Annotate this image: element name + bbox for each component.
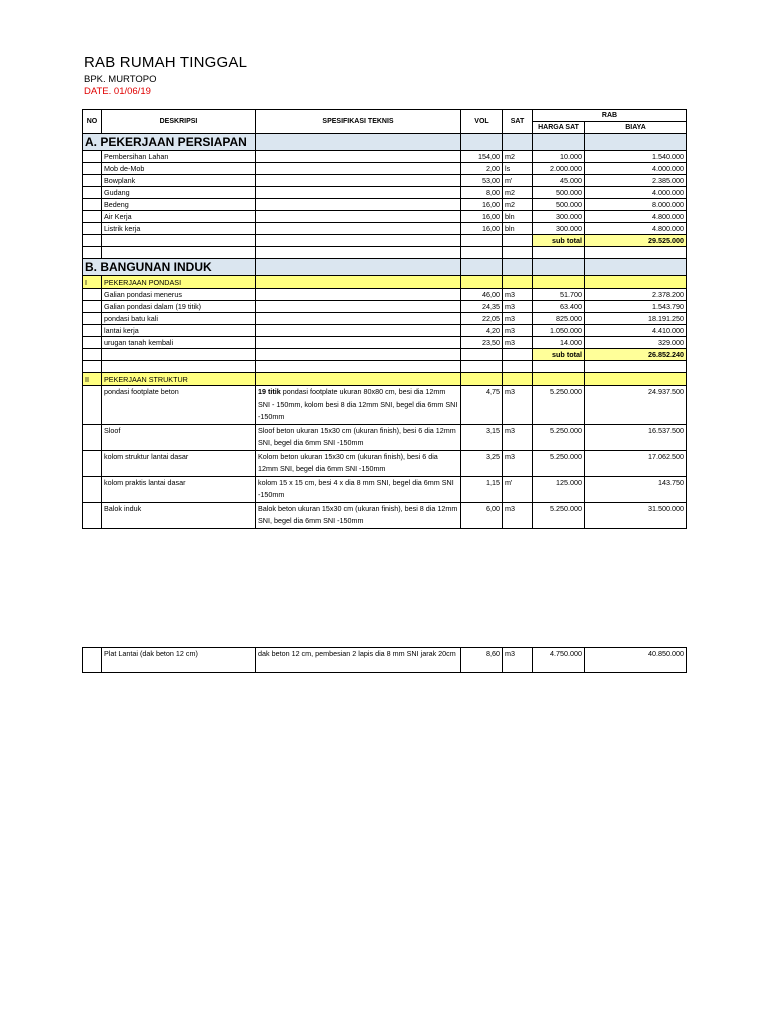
empty-cell (461, 373, 503, 386)
empty-cell (256, 361, 461, 373)
table-cell: Balok induk (102, 502, 256, 528)
table-cell: Galian pondasi dalam (19 titik) (102, 301, 256, 313)
section-a-header (83, 134, 687, 151)
table-cell: 154,00 (461, 151, 503, 163)
struktur-rows (83, 386, 687, 529)
table-cell: 24,35 (461, 301, 503, 313)
empty-cell: 19 titik pondasi footplate ukuran 80x80 cm, besi dia 12mm SNI - 150mm, kolom besi 8 dia 12mm SNI, begel dia 6mm SNI -150mm (256, 386, 461, 425)
empty-cell (461, 349, 503, 361)
table-cell: 8.000.000 (585, 199, 687, 211)
table-cell: 17.062.500 (585, 450, 687, 476)
table-cell: m3 (503, 648, 533, 673)
empty-cell (83, 151, 102, 163)
empty-cell (533, 361, 585, 373)
col-header-deskripsi: DESKRIPSI (102, 110, 256, 134)
section-a-rows (83, 151, 687, 235)
empty-cell (256, 187, 461, 199)
table-cell: 143.750 (585, 476, 687, 502)
empty-cell (585, 361, 687, 373)
empty-cell (256, 247, 461, 259)
table-cell: I (83, 276, 102, 289)
empty-cell (256, 337, 461, 349)
col-header-rab: RAB (533, 110, 687, 122)
subtotal-row-b1 (83, 349, 687, 361)
empty-cell (461, 235, 503, 247)
table-cell: 1.540.000 (585, 151, 687, 163)
pondasi-rows (83, 289, 687, 349)
table-cell: kolom 15 x 15 cm, besi 4 x dia 8 mm SNI, begel dia 6mm SNI -150mm (256, 476, 461, 502)
table-cell: m3 (503, 289, 533, 301)
table-row (83, 502, 687, 528)
table-cell: 4,75 (461, 386, 503, 425)
table-cell: Balok beton ukuran 15x30 cm (ukuran finish), besi 8 dia 12mm SNI, begel dia 6mm SNI -150mm (256, 502, 461, 528)
empty-cell (256, 373, 461, 386)
table-cell: Listrik kerja (102, 223, 256, 235)
table-cell: 23,50 (461, 337, 503, 349)
owner-name: BPK. MURTOPO (84, 74, 157, 85)
empty-cell (533, 134, 585, 151)
table-cell: 3,25 (461, 450, 503, 476)
table-cell: 8,60 (461, 648, 503, 673)
table-row (83, 211, 687, 223)
subtotal-label: sub total (533, 349, 585, 361)
table-cell: m3 (503, 502, 533, 528)
empty-cell (256, 349, 461, 361)
empty-cell (256, 134, 461, 151)
empty-cell (83, 648, 102, 673)
subtotal-value: 29.525.000 (585, 235, 687, 247)
empty-cell (256, 259, 461, 276)
table-cell: 4.800.000 (585, 223, 687, 235)
table-cell: 53,00 (461, 175, 503, 187)
empty-cell (83, 199, 102, 211)
empty-cell (256, 175, 461, 187)
table-row (83, 289, 687, 301)
empty-cell (503, 361, 533, 373)
table-cell: 500.000 (533, 199, 585, 211)
empty-cell (83, 476, 102, 502)
table-cell: m3 (503, 386, 533, 425)
table-cell: 125.000 (533, 476, 585, 502)
table-cell: 4,20 (461, 325, 503, 337)
table-cell: dak beton 12 cm, pembesian 2 lapis dia 8 mm SNI jarak 20cm (256, 648, 461, 673)
table-cell: 6,00 (461, 502, 503, 528)
empty-cell (102, 349, 256, 361)
rab-table (82, 109, 687, 529)
empty-cell (503, 349, 533, 361)
table-cell: m2 (503, 151, 533, 163)
table-cell: 2.385.000 (585, 175, 687, 187)
empty-cell (83, 313, 102, 325)
table-cell: 4.000.000 (585, 187, 687, 199)
section-a-title: A. PEKERJAAN PERSIAPAN (83, 134, 256, 151)
empty-cell (585, 134, 687, 151)
empty-cell (83, 223, 102, 235)
col-header-spesifikasi: SPESIFIKASI TEKNIS (256, 110, 461, 134)
empty-cell (256, 289, 461, 301)
empty-cell (503, 134, 533, 151)
empty-cell (503, 235, 533, 247)
table-cell: m' (503, 175, 533, 187)
empty-cell (83, 187, 102, 199)
table-cell: 16,00 (461, 211, 503, 223)
table-cell: Pembersihan Lahan (102, 151, 256, 163)
table-cell: 40.850.000 (585, 648, 687, 673)
table-row (83, 386, 687, 425)
table-row (83, 151, 687, 163)
table-cell: 16.537.500 (585, 424, 687, 450)
table-cell: 22,05 (461, 313, 503, 325)
table-cell: m3 (503, 424, 533, 450)
table-row (83, 313, 687, 325)
table-cell: 3,15 (461, 424, 503, 450)
empty-cell (256, 276, 461, 289)
table-row (83, 325, 687, 337)
empty-cell (461, 247, 503, 259)
subtotal-value: 26.852.240 (585, 349, 687, 361)
table-cell: 24.937.500 (585, 386, 687, 425)
table-row (83, 163, 687, 175)
table-row (83, 223, 687, 235)
empty-cell (83, 163, 102, 175)
empty-cell (585, 247, 687, 259)
table-cell: ls (503, 163, 533, 175)
empty-cell (585, 276, 687, 289)
table-cell: 2.378.200 (585, 289, 687, 301)
table-cell: 4.800.000 (585, 211, 687, 223)
empty-cell (256, 301, 461, 313)
empty-cell (503, 276, 533, 289)
empty-cell (585, 259, 687, 276)
table-cell: 51.700 (533, 289, 585, 301)
table-cell: Sloof (102, 424, 256, 450)
empty-cell (256, 235, 461, 247)
table-cell: 16,00 (461, 199, 503, 211)
empty-cell (256, 199, 461, 211)
document-date: DATE. 01/06/19 (84, 86, 151, 97)
subsection-struktur (83, 373, 687, 386)
empty-cell (83, 386, 102, 425)
table-cell: 5.250.000 (533, 502, 585, 528)
table-row (83, 450, 687, 476)
empty-cell (256, 151, 461, 163)
table-row (83, 199, 687, 211)
empty-cell (83, 349, 102, 361)
section-b-header (83, 259, 687, 276)
table-cell: m3 (503, 325, 533, 337)
subsection-struktur-title: PEKERJAAN STRUKTUR (102, 373, 256, 386)
table-cell: 2,00 (461, 163, 503, 175)
table-cell: urugan tanah kembali (102, 337, 256, 349)
table-row (83, 175, 687, 187)
col-header-vol: VOL (461, 110, 503, 134)
table-cell: m' (503, 476, 533, 502)
table-cell: Sloof beton ukuran 15x30 cm (ukuran finish), besi 6 dia 12mm SNI, begel dia 6mm SNI -150mm (256, 424, 461, 450)
empty-cell (83, 247, 102, 259)
empty-cell (83, 502, 102, 528)
empty-cell (83, 175, 102, 187)
col-header-sat: SAT (503, 110, 533, 134)
table-cell: 63.400 (533, 301, 585, 313)
table-cell: 1.543.790 (585, 301, 687, 313)
table-cell: m3 (503, 313, 533, 325)
table-cell: 46,00 (461, 289, 503, 301)
table-cell: 14.000 (533, 337, 585, 349)
table-row (83, 337, 687, 349)
empty-cell (83, 301, 102, 313)
table-cell: 2.000.000 (533, 163, 585, 175)
table-cell: Kolom beton ukuran 15x30 cm (ukuran finish), besi 6 dia 12mm SNI, begel dia 6mm SNI -150mm (256, 450, 461, 476)
table-cell: kolom praktis lantai dasar (102, 476, 256, 502)
table-cell: m2 (503, 187, 533, 199)
empty-cell (533, 276, 585, 289)
document-title: RAB RUMAH TINGGAL (84, 54, 248, 71)
table-row (83, 476, 687, 502)
table-cell: Mob de-Mob (102, 163, 256, 175)
table-cell: II (83, 373, 102, 386)
table-cell: m3 (503, 301, 533, 313)
empty-cell (461, 259, 503, 276)
empty-cell (533, 247, 585, 259)
empty-cell (256, 163, 461, 175)
table-cell: pondasi batu kali (102, 313, 256, 325)
subsection-pondasi (83, 276, 687, 289)
table-cell: 4.000.000 (585, 163, 687, 175)
table-cell: 1,15 (461, 476, 503, 502)
table-cell: 16,00 (461, 223, 503, 235)
empty-cell (503, 259, 533, 276)
table-row (83, 424, 687, 450)
empty-cell (83, 361, 102, 373)
table-cell: 4.750.000 (533, 648, 585, 673)
empty-cell (102, 235, 256, 247)
table-cell: Bedeng (102, 199, 256, 211)
table-row (83, 301, 687, 313)
empty-cell (503, 247, 533, 259)
table-cell: 31.500.000 (585, 502, 687, 528)
table-cell: kolom struktur lantai dasar (102, 450, 256, 476)
empty-cell (533, 259, 585, 276)
table-cell: 10.000 (533, 151, 585, 163)
empty-cell (83, 211, 102, 223)
table-cell: 45.000 (533, 175, 585, 187)
empty-cell (503, 373, 533, 386)
empty-cell (256, 211, 461, 223)
table-row (83, 648, 687, 673)
plat-lantai-table (82, 647, 687, 673)
empty-cell (461, 134, 503, 151)
empty-cell (83, 235, 102, 247)
empty-cell (102, 247, 256, 259)
empty-cell (83, 289, 102, 301)
col-header-no: NO (83, 110, 102, 134)
empty-cell (585, 373, 687, 386)
empty-cell (461, 361, 503, 373)
empty-cell (461, 276, 503, 289)
table-cell: 825.000 (533, 313, 585, 325)
section-b-title: B. BANGUNAN INDUK (83, 259, 256, 276)
table-cell: 8,00 (461, 187, 503, 199)
empty-cell (83, 424, 102, 450)
empty-cell (256, 313, 461, 325)
table-cell: Gudang (102, 187, 256, 199)
col-header-harga-sat: HARGA SAT (533, 122, 585, 134)
table-cell: Bowplank (102, 175, 256, 187)
table-cell: 5.250.000 (533, 424, 585, 450)
empty-cell (533, 373, 585, 386)
table-cell: 300.000 (533, 223, 585, 235)
col-header-biaya: BIAYA (585, 122, 687, 134)
empty-cell (83, 325, 102, 337)
table-cell: 5.250.000 (533, 386, 585, 425)
subtotal-label: sub total (533, 235, 585, 247)
table-cell: m3 (503, 450, 533, 476)
subtotal-row-a (83, 235, 687, 247)
table-cell: 500.000 (533, 187, 585, 199)
table-cell: pondasi footplate beton (102, 386, 256, 425)
table-cell: 329.000 (585, 337, 687, 349)
table-cell: 4.410.000 (585, 325, 687, 337)
empty-cell (83, 337, 102, 349)
table-row (83, 187, 687, 199)
subsection-pondasi-title: PEKERJAAN PONDASI (102, 276, 256, 289)
table-cell: 18.191.250 (585, 313, 687, 325)
table-cell: 5.250.000 (533, 450, 585, 476)
empty-cell (102, 361, 256, 373)
table-cell: 300.000 (533, 211, 585, 223)
table-cell: m2 (503, 199, 533, 211)
table-cell: Plat Lantai (dak beton 12 cm) (102, 648, 256, 673)
table-cell: 1.050.000 (533, 325, 585, 337)
table-cell: lantai kerja (102, 325, 256, 337)
table-cell: Galian pondasi menerus (102, 289, 256, 301)
empty-cell (83, 450, 102, 476)
table-cell: Air Kerja (102, 211, 256, 223)
table-cell: bln (503, 223, 533, 235)
table-cell: m3 (503, 337, 533, 349)
empty-cell (256, 325, 461, 337)
empty-cell (256, 223, 461, 235)
table-cell: bln (503, 211, 533, 223)
